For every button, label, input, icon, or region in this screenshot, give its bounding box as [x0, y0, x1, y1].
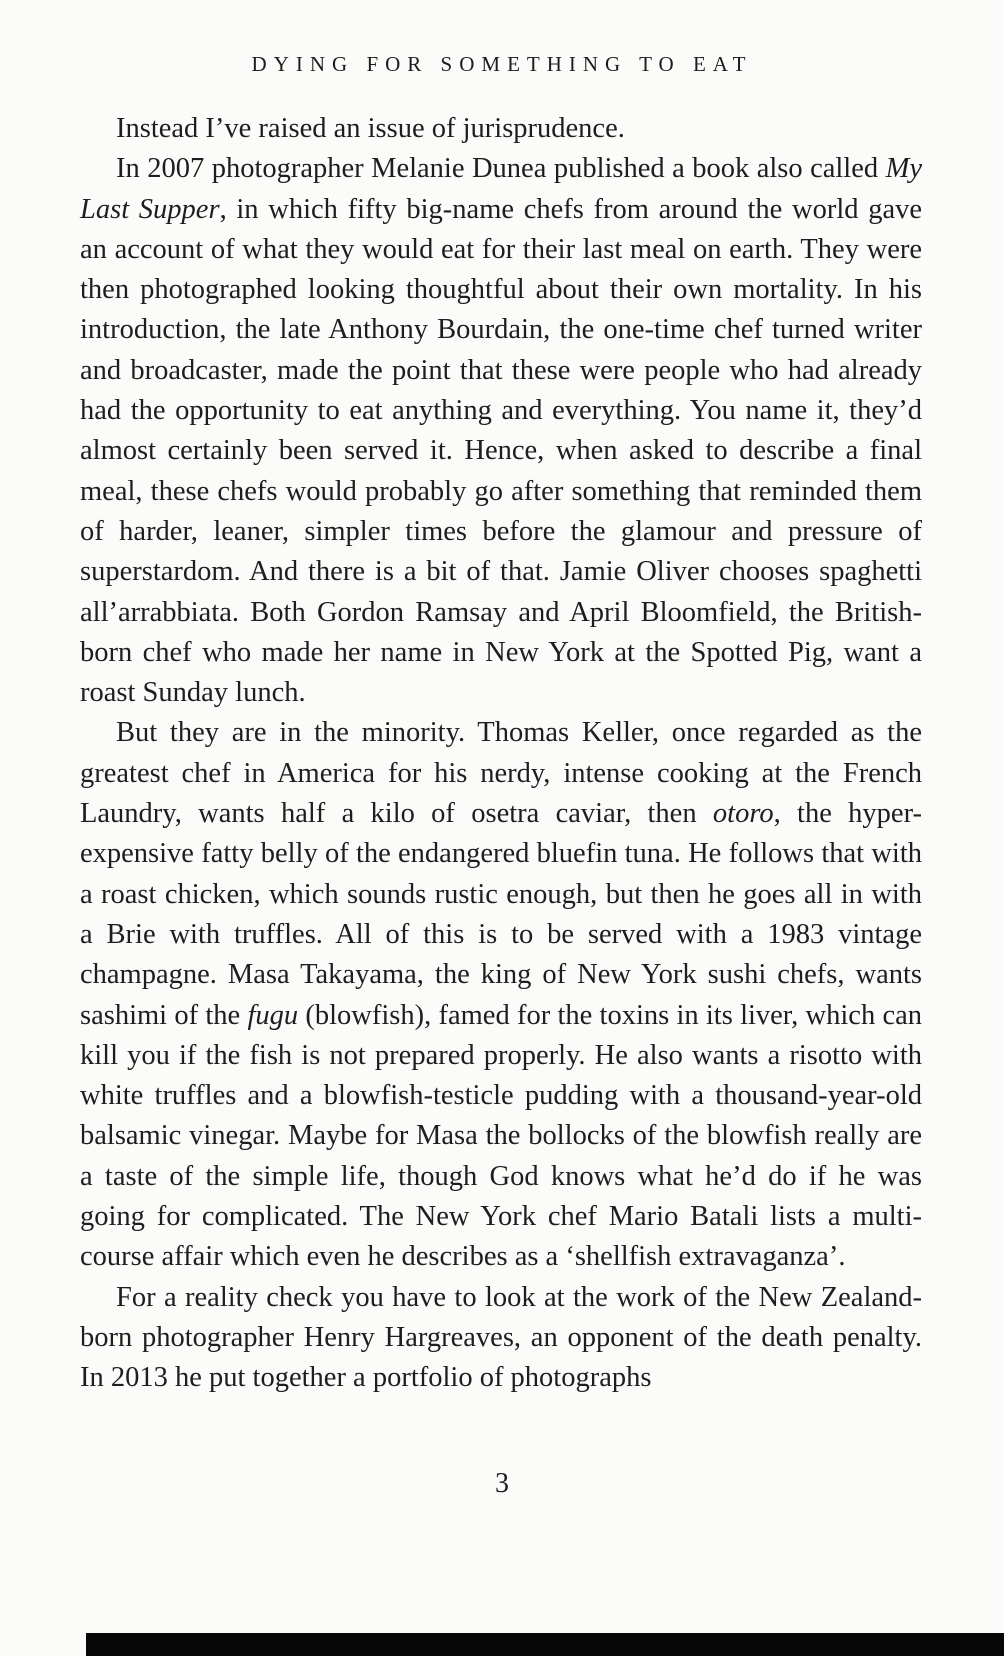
- italic-text-run: otoro: [712, 798, 774, 830]
- italic-text-run: fugu: [247, 999, 299, 1031]
- italic-text-run: My Last Supper: [80, 153, 922, 225]
- text-run: , in which fifty big-name chefs from around the world gave an account of what they would eat for their last meal on earth. They were then photographed looking thoughtful about their own mortality. In his introduction, the late Anthony Bourdain, the one-time chef turned writer and broadcaster, made the point that these were people who had already had the opportunity to eat anything and everything. You name it, they’d almost certainly been served it. Hence, when asked to describe a final meal, these chefs would probably go after something that reminded them of harder, leaner, simpler times before the glamour and pressure of superstardom. And there is a bit of that. Jamie Oliver chooses spaghetti all’arrabbiata. Both Gordon Ramsay and April Bloomfield, the British-born chef who made her name in New York at the Spotted Pig, want a roast Sunday lunch.: [80, 193, 922, 709]
- page-body: [80, 109, 922, 1399]
- paragraph: [80, 1278, 922, 1399]
- paragraph: [80, 109, 922, 149]
- scan-artifact-bar: [86, 1633, 1004, 1656]
- text-run: In 2007 photographer Melanie Dunea published a book also called: [116, 153, 886, 185]
- text-run: , the hyper-expensive fatty belly of the endangered bluefin tuna. He follows that with a roast chicken, which sounds rustic enough, but then he goes all in with a Brie with truffles. All of this is to be served with a 1983 vintage champagne. Masa Takayama, the king of New York sushi chefs, wants sashimi of the: [80, 798, 922, 1031]
- running-header: DYING FOR SOMETHING TO EAT: [251, 52, 753, 76]
- text-run: For a reality check you have to look at the work of the New Zealand-born photographer Henry Hargreaves, an opponent of the death penalty. In 2013 he put together a portfolio of photographs: [80, 1281, 922, 1394]
- text-run: (blowfish), famed for the toxins in its liver, which can kill you if the fish is not prepared properly. He also wants a risotto with white truffles and a blowfish-testicle pudding with a thousand-year-old balsamic vinegar. Maybe for Masa the bollocks of the blowfish really are a taste of the simple life, though God knows what he’d do if he was going for complicated. The New York chef Mario Batali lists a multi-course affair which even he describes as a ‘shellfish extravaganza’.: [80, 999, 923, 1273]
- text-run: But they are in the minority. Thomas Keller, once regarded as the greatest chef in America for his nerdy, intense cooking at the French Laundry, wants half a kilo of osetra caviar, then: [80, 717, 922, 830]
- paragraph: [80, 713, 922, 1277]
- paragraph: [80, 149, 922, 713]
- text-run: Instead I’ve raised an issue of jurisprudence.: [116, 113, 625, 144]
- page-number: 3: [495, 1468, 509, 1499]
